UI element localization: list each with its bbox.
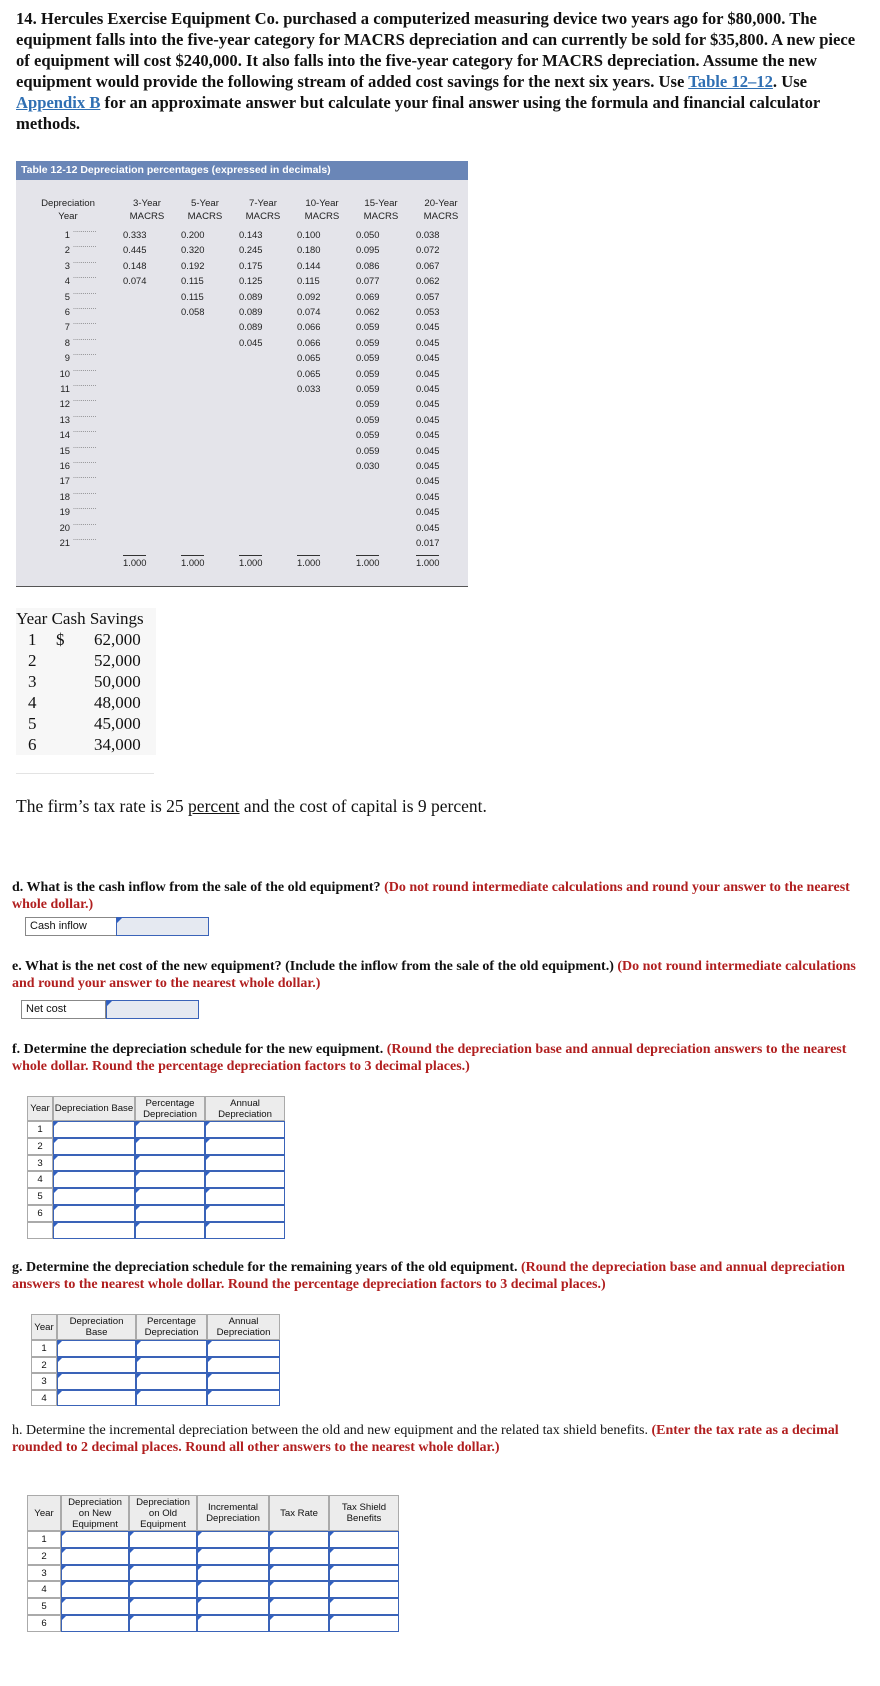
- part-h-input[interactable]: [269, 1531, 329, 1548]
- macrs-value: 0.045: [416, 383, 440, 394]
- macrs-leader-dots: ............: [73, 304, 97, 311]
- macrs-year: 3: [64, 259, 70, 271]
- part-f-input[interactable]: [53, 1171, 135, 1188]
- part-h-year-cell: 3: [27, 1565, 61, 1582]
- macrs-value: 0.059: [356, 398, 380, 410]
- part-f-year-cell: 4: [27, 1171, 53, 1188]
- part-g-question: [12, 1259, 872, 1293]
- cash-savings-year: 1: [28, 630, 37, 649]
- macrs-total: 1.000: [356, 557, 380, 569]
- part-f-instructions: (Round the depreciation base and annual depreciation answers to the nearest whole dollar. Round the percentage depreciation factors to 3 decimal places.): [12, 1042, 847, 1074]
- macrs-value: 0.089: [239, 321, 263, 333]
- part-f-question: [12, 1041, 872, 1075]
- part-h-input[interactable]: [329, 1565, 399, 1582]
- part-h-input[interactable]: [129, 1548, 197, 1565]
- macrs-value: 0.148: [123, 259, 147, 271]
- part-g-year-cell: 1: [31, 1340, 57, 1357]
- part-g-year-cell: 4: [31, 1390, 57, 1407]
- part-f-input[interactable]: [205, 1138, 285, 1155]
- part-h-input[interactable]: [61, 1531, 129, 1548]
- macrs-value: 0.059: [356, 336, 380, 348]
- macrs-value: 0.074: [123, 275, 147, 287]
- macrs-value: 0.067: [416, 259, 440, 271]
- part-h-input[interactable]: [61, 1565, 129, 1582]
- macrs-value: 0.333: [123, 229, 147, 240]
- macrs-leader-dots: ............: [73, 488, 97, 496]
- cash-savings-value: 52,000: [94, 651, 141, 670]
- cash-savings-currency: $: [56, 630, 65, 649]
- part-f-year-cell: 2: [27, 1138, 53, 1155]
- macrs-value: 0.059: [356, 444, 380, 456]
- cash-savings-value: 50,000: [94, 672, 141, 691]
- macrs-value: 0.065: [297, 352, 321, 364]
- net-cost-label: Net cost: [21, 1000, 106, 1019]
- macrs-value: 0.017: [416, 537, 440, 548]
- cash-savings-value: 62,000: [94, 630, 141, 649]
- macrs-value: 0.074: [297, 306, 321, 317]
- macrs-value: 0.245: [239, 244, 263, 256]
- part-f-input[interactable]: [53, 1138, 135, 1155]
- macrs-col-header: Year: [58, 211, 78, 222]
- macrs-col-header: MACRS: [423, 211, 459, 222]
- macrs-value: 0.143: [239, 229, 263, 240]
- part-e-question: [12, 958, 872, 992]
- part-h-input[interactable]: [129, 1565, 197, 1582]
- part-e-text: e. What is the net cost of the new equipment? (Include the inflow from the sale of the old equipment.): [12, 959, 614, 974]
- part-f-header: Depreciation Base: [53, 1096, 135, 1121]
- macrs-value: 0.115: [181, 275, 204, 287]
- macrs-year: 17: [59, 475, 70, 487]
- macrs-value: 0.059: [356, 413, 380, 425]
- macrs-value: 0.058: [181, 306, 205, 317]
- macrs-leader-dots: ............: [73, 365, 97, 373]
- macrs-leader-dots: ............: [73, 458, 97, 465]
- macrs-value: 0.095: [356, 244, 380, 256]
- macrs-year: 4: [64, 275, 70, 287]
- cash-savings-year: 2: [28, 651, 37, 670]
- macrs-table: [16, 161, 468, 587]
- part-h-input[interactable]: [269, 1565, 329, 1582]
- part-h-input[interactable]: [269, 1581, 329, 1598]
- macrs-value: 0.045: [416, 398, 440, 410]
- part-g-header: Percentage Depreciation: [136, 1314, 207, 1340]
- macrs-value: 0.066: [297, 321, 321, 333]
- macrs-col-header: MACRS: [129, 211, 165, 222]
- macrs-col-header: MACRS: [245, 211, 281, 222]
- macrs-year: 2: [64, 244, 70, 256]
- part-h-input[interactable]: [329, 1531, 399, 1548]
- macrs-col-header: 20-Year: [424, 198, 458, 209]
- part-h-input[interactable]: [269, 1615, 329, 1632]
- part-f-input[interactable]: [53, 1121, 135, 1138]
- question-body-b: . Use: [772, 72, 808, 91]
- macrs-value: 0.062: [416, 275, 440, 287]
- macrs-value: 0.175: [239, 259, 263, 271]
- macrs-total: 1.000: [181, 557, 205, 569]
- part-h-input[interactable]: [129, 1615, 197, 1632]
- macrs-col-header: Depreciation: [41, 198, 95, 209]
- part-h-instructions: (Enter the tax rate as a decimal rounded to 2 decimal places. Round all other answers to the nearest whole dollar.): [12, 1423, 839, 1455]
- macrs-value: 0.045: [416, 475, 440, 487]
- part-f-input[interactable]: [135, 1155, 205, 1172]
- part-f-input[interactable]: [53, 1205, 135, 1222]
- macrs-value: 0.045: [416, 336, 440, 348]
- cash-savings-row: [16, 734, 156, 755]
- macrs-total: 1.000: [416, 557, 440, 569]
- macrs-col-header: MACRS: [363, 211, 399, 222]
- macrs-value: 0.059: [356, 367, 380, 379]
- macrs-value: 0.038: [416, 229, 440, 240]
- part-g-input[interactable]: [136, 1340, 207, 1357]
- part-f-header: Percentage Depreciation: [135, 1096, 205, 1121]
- macrs-year: 13: [59, 413, 70, 425]
- part-h-input[interactable]: [129, 1581, 197, 1598]
- part-g-input[interactable]: [57, 1357, 136, 1374]
- part-g-year-cell: 3: [31, 1373, 57, 1390]
- part-e-instructions: (Do not round intermediate calculations and round your answer to the nearest whole dollar.): [12, 959, 856, 991]
- part-g-year-cell: 2: [31, 1357, 57, 1374]
- macrs-col-header: MACRS: [304, 211, 340, 222]
- macrs-value: 0.115: [297, 275, 320, 287]
- macrs-value: 0.045: [416, 321, 440, 333]
- macrs-value: 0.065: [297, 367, 321, 379]
- part-f-input[interactable]: [135, 1205, 205, 1222]
- macrs-value: 0.045: [416, 413, 440, 425]
- part-h-input[interactable]: [329, 1581, 399, 1598]
- macrs-year: 19: [59, 506, 70, 518]
- net-cost-input[interactable]: [106, 1000, 199, 1019]
- part-f-input[interactable]: [53, 1188, 135, 1205]
- macrs-value: 0.320: [181, 244, 205, 256]
- macrs-leader-dots: ............: [73, 381, 97, 388]
- part-h-input[interactable]: [197, 1581, 269, 1598]
- part-h-input[interactable]: [197, 1598, 269, 1615]
- macrs-leader-dots: ............: [73, 535, 97, 542]
- question-number: 14.: [16, 9, 37, 28]
- part-h-header: Depreciation on New Equipment: [61, 1495, 129, 1531]
- part-f-input[interactable]: [135, 1222, 205, 1239]
- cash-savings-year: 4: [28, 693, 37, 712]
- macrs-leader-dots: ............: [73, 227, 97, 234]
- part-h-year-cell: 6: [27, 1615, 61, 1632]
- part-h-header: Tax Shield Benefits: [329, 1495, 399, 1531]
- part-f-input[interactable]: [205, 1222, 285, 1239]
- macrs-value: 0.077: [356, 275, 380, 287]
- macrs-value: 0.033: [297, 383, 321, 394]
- macrs-leader-dots: ............: [73, 350, 97, 358]
- macrs-year: 21: [59, 537, 70, 548]
- tax-line-before: The firm’s tax rate is 25: [16, 796, 184, 816]
- cash-savings-row: [16, 713, 156, 734]
- macrs-value: 0.069: [356, 290, 380, 302]
- macrs-value: 0.045: [416, 429, 440, 441]
- macrs-value: 0.057: [416, 290, 440, 302]
- macrs-value: 0.100: [297, 229, 321, 240]
- macrs-value: 0.115: [181, 290, 204, 302]
- macrs-leader-dots: ............: [73, 519, 97, 527]
- part-f-input[interactable]: [205, 1188, 285, 1205]
- part-g-text: g. Determine the depreciation schedule for the remaining years of the old equipment.: [12, 1260, 518, 1275]
- part-h-input[interactable]: [61, 1581, 129, 1598]
- table-12-12-link[interactable]: Table 12–12: [688, 72, 773, 91]
- macrs-col-header: 15-Year: [364, 198, 398, 209]
- cash-savings-table: [16, 608, 156, 755]
- macrs-col-header: 5-Year: [191, 198, 219, 209]
- macrs-value: 0.092: [297, 290, 321, 302]
- cash-savings-value: 48,000: [94, 693, 141, 712]
- macrs-year: 14: [59, 429, 70, 441]
- macrs-value: 0.030: [356, 460, 380, 471]
- part-f-input[interactable]: [53, 1222, 135, 1239]
- part-h-input[interactable]: [329, 1615, 399, 1632]
- macrs-year: 9: [64, 352, 70, 364]
- part-h-question: [12, 1422, 872, 1456]
- macrs-total: 1.000: [297, 557, 321, 569]
- part-f-year-cell: 3: [27, 1155, 53, 1172]
- part-h-input[interactable]: [129, 1598, 197, 1615]
- cash-savings-year: 5: [28, 714, 37, 733]
- cash-savings-year: 3: [28, 672, 37, 691]
- part-f-year-cell: 1: [27, 1121, 53, 1138]
- macrs-year: 7: [64, 321, 70, 333]
- macrs-value: 0.125: [239, 275, 263, 287]
- macrs-year: 18: [59, 490, 70, 502]
- part-f-header: Annual Depreciation: [205, 1096, 285, 1121]
- part-f-year-cell: 6: [27, 1205, 53, 1222]
- part-d-text: d. What is the cash inflow from the sale of the old equipment?: [12, 880, 381, 895]
- percent-link[interactable]: percent: [188, 796, 240, 816]
- part-h-header: Incremental Depreciation: [197, 1495, 269, 1531]
- macrs-value: 0.059: [356, 352, 380, 364]
- macrs-col-header: 3-Year: [133, 198, 161, 209]
- part-h-text: h. Determine the incremental depreciation between the old and new equipment and the related tax shield benefits.: [12, 1423, 648, 1438]
- part-g-input[interactable]: [207, 1357, 280, 1374]
- macrs-value: 0.089: [239, 290, 263, 302]
- macrs-col-header: MACRS: [187, 211, 223, 222]
- question-body-a: Hercules Exercise Equipment Co. purchased a computerized measuring device two years ago for $80,000. The equipment falls into the five-year category for MACRS depreciation and can currently be sold for $35,800. A new piece of equipment will cost $240,000. It also falls into the five-year category for MACRS depreciation. Assume the new equipment would provide the following stream of added cost savings for the next six years. Use: [16, 9, 856, 91]
- part-g-input[interactable]: [136, 1390, 207, 1407]
- macrs-year: 1: [64, 229, 70, 240]
- macrs-value: 0.045: [416, 506, 440, 518]
- part-g-input[interactable]: [57, 1373, 136, 1390]
- part-g-input[interactable]: [57, 1390, 136, 1407]
- part-h-input[interactable]: [129, 1531, 197, 1548]
- macrs-year: 5: [64, 290, 70, 302]
- part-f-input[interactable]: [205, 1171, 285, 1188]
- part-f-input[interactable]: [205, 1205, 285, 1222]
- tax-line-after: and the cost of capital is 9 percent.: [243, 796, 487, 816]
- macrs-value: 0.059: [356, 429, 380, 441]
- cash-savings-row: [16, 650, 156, 671]
- macrs-value: 0.200: [181, 229, 205, 240]
- cash-inflow-input[interactable]: [116, 917, 209, 936]
- macrs-leader-dots: ............: [73, 411, 97, 419]
- macrs-table-title: Table 12-12 Depreciation percentages (expressed in decimals): [16, 161, 468, 180]
- cash-savings-row: [16, 671, 156, 692]
- cash-savings-row: [16, 629, 156, 650]
- part-g-instructions: (Round the depreciation base and annual depreciation answers to the nearest whole dollar. Round the percentage depreciation factors to 3 decimal places.): [12, 1260, 845, 1292]
- part-f-input[interactable]: [135, 1188, 205, 1205]
- part-h-header: Year: [27, 1495, 61, 1531]
- macrs-value: 0.144: [297, 259, 321, 271]
- macrs-value: 0.445: [123, 244, 147, 256]
- part-g-input[interactable]: [136, 1357, 207, 1374]
- macrs-value: 0.045: [416, 490, 440, 502]
- macrs-value: 0.059: [356, 321, 380, 333]
- part-h-year-cell: 1: [27, 1531, 61, 1548]
- part-h-input[interactable]: [329, 1598, 399, 1615]
- part-g-header: Depreciation Base: [57, 1314, 136, 1340]
- part-h-year-cell: 5: [27, 1598, 61, 1615]
- macrs-value: 0.045: [416, 521, 440, 533]
- macrs-year: 12: [59, 398, 70, 410]
- part-h-input[interactable]: [197, 1548, 269, 1565]
- part-f-input[interactable]: [53, 1155, 135, 1172]
- part-d-question: [12, 879, 872, 913]
- cash-inflow-label: Cash inflow: [25, 917, 117, 936]
- macrs-value: 0.045: [239, 336, 263, 348]
- macrs-year: 15: [59, 444, 70, 456]
- part-h-input[interactable]: [197, 1615, 269, 1632]
- part-g-input[interactable]: [57, 1340, 136, 1357]
- macrs-leader-dots: ............: [73, 334, 97, 342]
- part-f-header: Year: [27, 1096, 53, 1121]
- macrs-year: 11: [60, 383, 70, 394]
- part-h-year-cell: 2: [27, 1548, 61, 1565]
- part-d-instructions: (Do not round intermediate calculations and round your answer to the nearest whole dollar.): [12, 880, 850, 912]
- cash-savings-value: 45,000: [94, 714, 141, 733]
- part-g-input[interactable]: [207, 1373, 280, 1390]
- macrs-value: 0.053: [416, 306, 440, 317]
- question-body-c: for an approximate answer but calculate your final answer using the formula and financial calculator methods.: [16, 93, 820, 133]
- macrs-value: 0.045: [416, 444, 440, 456]
- part-h-input[interactable]: [197, 1565, 269, 1582]
- macrs-col-header: 7-Year: [249, 198, 277, 209]
- macrs-col-header: 10-Year: [305, 198, 339, 209]
- macrs-leader-dots: ............: [73, 273, 97, 281]
- part-f-input[interactable]: [135, 1171, 205, 1188]
- macrs-value: 0.180: [297, 244, 321, 256]
- macrs-leader-dots: ............: [73, 257, 97, 265]
- part-f-input[interactable]: [135, 1138, 205, 1155]
- macrs-leader-dots: ............: [73, 473, 97, 481]
- part-h-input[interactable]: [61, 1598, 129, 1615]
- macrs-leader-dots: ............: [73, 504, 97, 512]
- macrs-value: 0.045: [416, 352, 440, 364]
- part-h-input[interactable]: [61, 1548, 129, 1565]
- macrs-value: 0.192: [181, 259, 205, 271]
- macrs-total: 1.000: [239, 557, 263, 569]
- cash-savings-divider: [16, 773, 154, 774]
- part-h-input[interactable]: [269, 1548, 329, 1565]
- cash-savings-value: 34,000: [94, 735, 141, 754]
- cash-savings-year: 6: [28, 735, 37, 754]
- cash-savings-header: Year Cash Savings: [16, 609, 144, 628]
- part-h-input[interactable]: [197, 1531, 269, 1548]
- macrs-value: 0.045: [416, 367, 440, 379]
- macrs-value: 0.062: [356, 306, 380, 317]
- macrs-value: 0.059: [356, 383, 380, 394]
- part-f-text: f. Determine the depreciation schedule for the new equipment.: [12, 1042, 384, 1057]
- part-g-input[interactable]: [207, 1390, 280, 1407]
- macrs-leader-dots: ............: [73, 288, 97, 296]
- macrs-value: 0.050: [356, 229, 380, 240]
- part-h-year-cell: 4: [27, 1581, 61, 1598]
- part-h-header: Tax Rate: [269, 1495, 329, 1531]
- macrs-value: 0.086: [356, 259, 380, 271]
- part-f-year-cell: [27, 1222, 53, 1239]
- part-f-input[interactable]: [205, 1121, 285, 1138]
- part-g-input[interactable]: [207, 1340, 280, 1357]
- macrs-leader-dots: ............: [73, 396, 97, 404]
- macrs-year: 16: [59, 460, 70, 471]
- question-text: [16, 8, 866, 134]
- macrs-year: 8: [64, 336, 70, 348]
- part-f-year-cell: 5: [27, 1188, 53, 1205]
- part-f-input[interactable]: [205, 1155, 285, 1172]
- macrs-year: 6: [64, 306, 70, 317]
- macrs-leader-dots: ............: [73, 442, 97, 450]
- macrs-leader-dots: ............: [73, 427, 97, 435]
- macrs-value: 0.072: [416, 244, 440, 256]
- macrs-leader-dots: ............: [73, 319, 97, 327]
- macrs-year: 20: [59, 521, 70, 533]
- macrs-leader-dots: ............: [73, 242, 97, 250]
- appendix-b-link[interactable]: Appendix B: [16, 93, 101, 112]
- part-h-header: Depreciation on Old Equipment: [129, 1495, 197, 1531]
- part-h-input[interactable]: [61, 1615, 129, 1632]
- macrs-value: 0.066: [297, 336, 321, 348]
- part-g-input[interactable]: [136, 1373, 207, 1390]
- part-f-input[interactable]: [135, 1121, 205, 1138]
- cash-savings-row: [16, 692, 156, 713]
- macrs-total: 1.000: [123, 557, 147, 569]
- tax-rate-statement: [16, 796, 487, 817]
- part-h-input[interactable]: [269, 1598, 329, 1615]
- macrs-year: 10: [59, 367, 70, 379]
- part-g-header: Year: [31, 1314, 57, 1340]
- part-g-header: Annual Depreciation: [207, 1314, 280, 1340]
- part-h-input[interactable]: [329, 1548, 399, 1565]
- macrs-value: 0.045: [416, 460, 440, 471]
- macrs-value: 0.089: [239, 306, 263, 317]
